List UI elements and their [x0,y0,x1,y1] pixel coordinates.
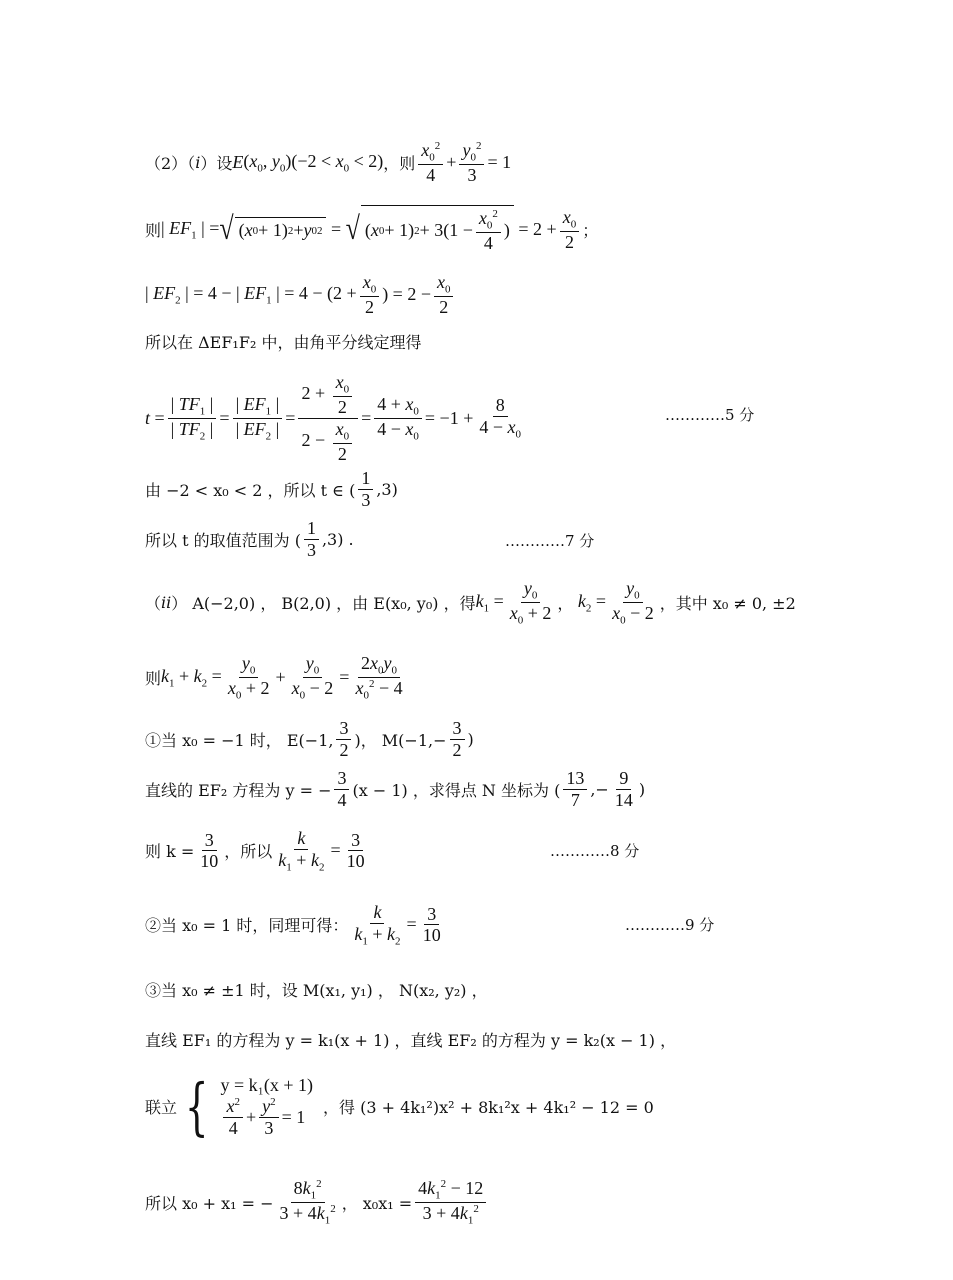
text: ）设 [200,154,233,174]
line-14 [145,978,488,1001]
fraction: $\frac{k}{k_1 + k_2}$ [278,828,325,874]
text: ,− [590,779,609,799]
formula: E [232,152,244,173]
formula: | $EF_1$ | = [161,217,220,242]
text: ，所以 [224,842,273,862]
fraction: $\frac{y_0}{x_0 - 2}$ [291,653,334,702]
fraction: $\frac{1}{3}$ [358,468,373,510]
fraction: $\frac{3}{4}$ [334,768,349,810]
fraction: $\frac{3}{10}$ [422,903,441,946]
text: ③当 x₀ ≠ ±1 时，设 M(x₁, y₁) ， N(x₂, y₂) ， [145,981,488,1000]
line-8 [145,578,796,627]
text: ， [557,594,574,614]
text: 所以在 ΔEF₁F₂ 中，由角平分线定理得 [145,333,422,352]
formula: t = [145,407,165,428]
formula: ) = 2 − [382,284,431,305]
line-15 [145,1028,676,1051]
line-11 [145,768,645,810]
text: ） A(−2,0) ， B(2,0) ，由 E(x₀, y₀) ，得 [171,594,476,614]
fraction: $\frac{y_0}{x_0 - 2}$ [612,578,654,627]
text: ，则 [383,154,416,174]
text: ②当 x₀ = 1 时，同理可得： [145,916,349,936]
text: ii [161,593,172,613]
text: (x − 1) ，求得点 N 坐标为 ( [352,780,561,800]
score-8: …………8 分 [550,842,640,860]
text: )， M(−1,− [354,730,447,750]
formula: = −1 + [424,407,474,428]
fraction: $\frac{8}{4 - x_0}$ [479,395,522,441]
line-7 [145,518,354,560]
fraction: $\frac{13}{7}$ [563,768,587,810]
formula: $k_1 + k_2$ = [161,665,222,690]
formula: = 1 [487,152,512,173]
fraction: $\frac{4k_1^2 - 12}{3 + 4k_1^2}$ [415,1178,486,1227]
formula: $k_1$ = [475,590,504,615]
formula: $k_2$ = [577,590,607,615]
fraction: $\frac{y_0}{x_0 + 2}$ [227,653,270,702]
fraction: $\frac{| EF_1 |}{| EF_2 |}$ [233,394,283,443]
fraction: $\frac{y_0}{x_0 + 2}$ [509,578,552,627]
text: 则 [145,220,162,240]
fraction: $\frac{x_0^2}{4}$ [418,140,443,186]
formula: = [330,840,341,861]
fraction: $\frac{1}{3}$ [304,518,319,560]
text: ，得 (3 + 4k₁²)x² + 8k₁²x + 4k₁² − 12 = 0 [323,1098,654,1118]
line-13 [145,902,447,948]
text: （2）（ [145,154,196,174]
formula: = 2 + [513,218,557,239]
fraction: $\frac{y_0^2}{3}$ [459,140,484,186]
line-6 [145,468,398,510]
line-17 [145,1178,489,1227]
fraction: $\frac{3}{2}$ [450,718,465,760]
text: i [195,153,201,173]
formula: = [285,407,296,428]
text: ； [582,220,599,240]
text: 由 −2 < x₀ < 2 ，所以 t ∈ ( [145,480,356,500]
line-3 [145,272,456,318]
formula: = [361,407,372,428]
fraction: $\frac{3}{10}$ [200,829,219,872]
formula: ($x_0$, $y_0)(-2 < x_0 < 2)$ [243,151,384,175]
fraction: $\frac{k}{k_1 + k_2}$ [354,902,401,948]
text: ， x₀x₁ = [341,1194,413,1214]
fraction: $\frac{3}{10}$ [346,829,365,872]
score-9: …………9 分 [625,916,715,934]
fraction: $\frac{9}{14}$ [614,768,633,810]
fraction: $\frac{x_0}{2}$ [434,272,454,318]
score-7: …………7 分 [505,532,595,550]
text: （ [145,594,162,614]
line-9 [145,653,409,702]
system-brace: { [184,1069,209,1143]
formula: = [219,407,230,428]
text: ) [467,729,474,749]
text: ，其中 x₀ ≠ 0, ±2 [659,594,796,614]
formula: = [339,667,350,688]
text: ) [638,779,646,799]
fraction: $\frac{8k_1^2}{3 + 4k_1^2}$ [279,1178,336,1227]
text: 所以 t 的取值范围为 ( [145,530,301,550]
text: 联立 [145,1098,178,1118]
line-5 [145,372,527,465]
text: ,3) [376,479,398,499]
fraction: $\frac{2x_0y_0}{x_0^2 - 4}$ [355,653,403,702]
fraction: $\frac{3}{2}$ [336,718,351,760]
fraction: $\frac{x_0}{2}$ [560,207,580,253]
equation-system: y = k₁(x + 1) $\frac{x^2}{4}$ + $\frac{y^2}{3}$ = 1 [220,1075,314,1138]
line-10 [145,718,474,760]
fraction: $\frac{| TF_1 |}{| TF_2 |}$ [168,394,217,443]
sqrt: √ ( x 0 + 1) 2 + 3(1 − $\frac{x_0^2}{4}$ ) [346,205,514,254]
text: 则 [145,669,162,689]
line-16 [145,1069,654,1143]
line-12 [145,828,371,874]
text: ①当 x₀ = −1 时， E(−1, [145,730,334,750]
text: y = k₁(x + 1) [220,1075,314,1095]
text: 所以 x₀ + x₁ = − [145,1194,274,1214]
formula: = [406,914,417,935]
text: 则 k = [145,842,195,862]
score-5: …………5 分 [665,406,755,424]
line-2 [145,205,598,254]
sqrt: √ ( x 0 + 1) 2 + y 0 2 [219,214,326,244]
text: 直线的 EF₂ 方程为 y = − [145,780,332,800]
line-1 [145,140,511,186]
formula: | $EF_2$ | = 4 − | $EF_1$ | = 4 − (2 + [145,283,357,307]
fraction: $\frac{x_0}{2}$ [360,272,380,318]
fraction: 2 + $\frac{x_0}{2}$ 2 − $\frac{x_0}{2}$ [298,372,358,465]
formula: = [326,218,346,239]
text: ,3) . [321,529,354,549]
text: 直线 EF₁ 的方程为 y = k₁(x + 1) ，直线 EF₂ 的方程为 y = k₂(x − 1) ， [145,1031,677,1050]
formula: + [275,667,286,688]
fraction: $\frac{4 + x_0}{4 - x_0}$ [374,394,422,443]
formula: + [446,152,457,173]
line-4 [145,330,421,353]
